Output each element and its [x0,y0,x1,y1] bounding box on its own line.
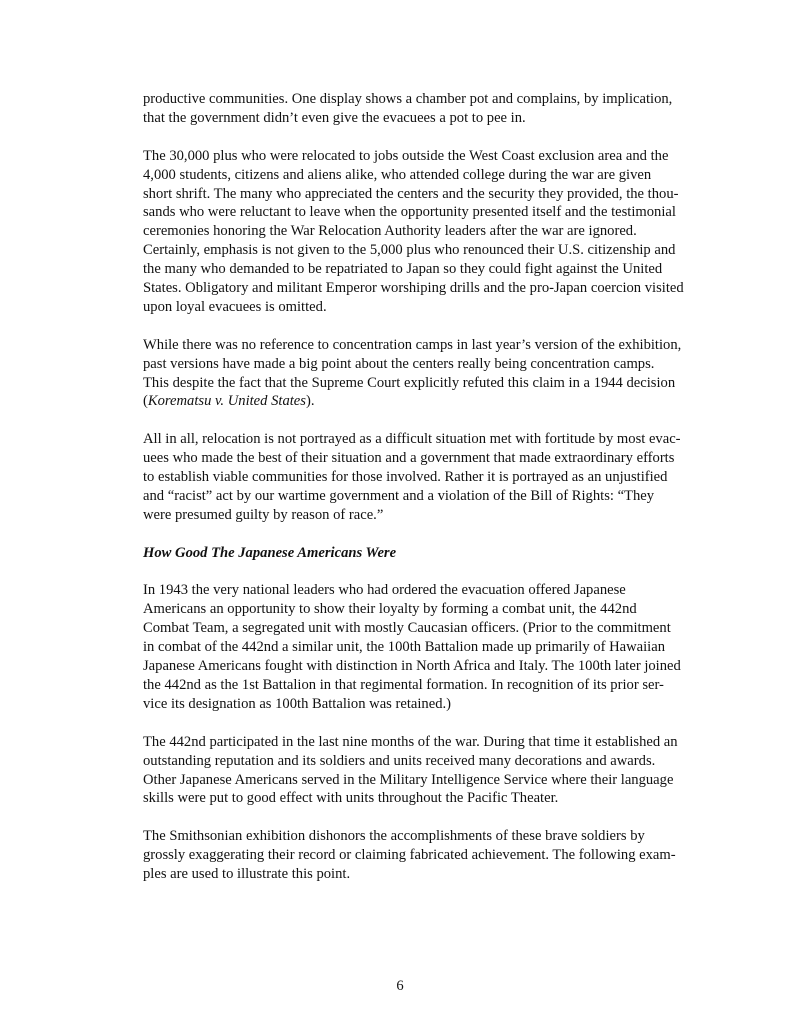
text-line: the many who demanded to be repatriated to Japan so they could fight against the United [143,261,663,278]
text-line: ples are used to illustrate this point. [143,866,351,883]
citation-close: ). [305,393,315,410]
text-line: in combat of the 442nd a similar unit, the 100th Battalion made up primarily of Hawaiian [143,639,666,656]
text-line: short shrift. The many who appreciated the centers and the security they provided, the thou- [143,185,679,202]
paragraph-5 [143,581,733,713]
text-line: to establish viable communities for those involved. Rather it is portrayed as an unjustified [143,469,668,486]
text-line: sands who were reluctant to leave when the opportunity presented itself and the testimonial [143,204,676,221]
paragraph-1 [143,90,733,128]
text-line: In 1943 the very national leaders who had ordered the evacuation offered Japanese [143,582,626,599]
text-line: States. Obligatory and militant Emperor worshiping drills and the pro-Japan coercion visited [143,280,684,297]
paragraph-4 [143,430,733,525]
text-line: upon loyal evacuees is omitted. [143,298,327,315]
page-number: 6 [396,978,404,994]
text-line: 4,000 students, citizens and aliens alike, who attended college during the war are given [143,166,652,183]
case-citation: Korematsu v. United States [147,393,306,410]
text-line: and “racist” act by our wartime government and a violation of the Bill of Rights: “They [143,487,655,504]
text-line: All in all, relocation is not portrayed as a difficult situation met with fortitude by most evac- [143,431,681,448]
text-line: were presumed guilty by reason of race.” [143,506,384,523]
citation-open: ( [143,393,148,410]
text-line-with-citation [143,392,733,411]
text-line: grossly exaggerating their record or claiming fabricated achievement. The following exam- [143,847,676,864]
text-line: the 442nd as the 1st Battalion in that regimental formation. In recognition of its prior ser- [143,677,664,694]
paragraph-7 [143,827,733,884]
text-line: Other Japanese Americans served in the Military Intelligence Service where their language [143,771,674,788]
section-heading-block [143,544,733,563]
paragraph-6 [143,733,733,809]
text-line: This despite the fact that the Supreme Court explicitly refuted this claim in a 1944 decision [143,374,676,391]
text-line: Japanese Americans fought with distinction in North Africa and Italy. The 100th later joined [143,658,681,675]
paragraph-3 [143,336,733,412]
text-line: While there was no reference to concentration camps in last year’s version of the exhibition, [143,336,682,353]
document-body [143,90,733,903]
text-line: Americans an opportunity to show their loyalty by forming a combat unit, the 442nd [143,601,637,618]
text-line: Combat Team, a segregated unit with mostly Caucasian officers. (Prior to the commitment [143,620,671,637]
text-line: skills were put to good effect with units throughout the Pacific Theater. [143,790,559,807]
text-line: outstanding reputation and its soldiers and units received many decorations and awards. [143,752,656,769]
text-line: uees who made the best of their situation and a government that made extraordinary efforts [143,450,675,467]
text-line: Certainly, emphasis is not given to the 5,000 plus who renounced their U.S. citizenship and [143,242,676,259]
text-line: that the government didn’t even give the evacuees a pot to pee in. [143,109,526,126]
section-heading: How Good The Japanese Americans Were [143,544,397,561]
text-line: The 442nd participated in the last nine months of the war. During that time it established an [143,733,678,750]
text-line: The 30,000 plus who were relocated to jobs outside the West Coast exclusion area and the [143,147,669,164]
text-line: The Smithsonian exhibition dishonors the accomplishments of these brave soldiers by [143,828,645,845]
paragraph-2 [143,147,733,317]
text-line: past versions have made a big point about the centers really being concentration camps. [143,355,655,372]
text-line: productive communities. One display shows a chamber pot and complains, by implication, [143,91,673,107]
text-line: ceremonies honoring the War Relocation Authority leaders after the war are ignored. [143,223,637,240]
text-line: vice its designation as 100th Battalion was retained.) [143,695,452,712]
